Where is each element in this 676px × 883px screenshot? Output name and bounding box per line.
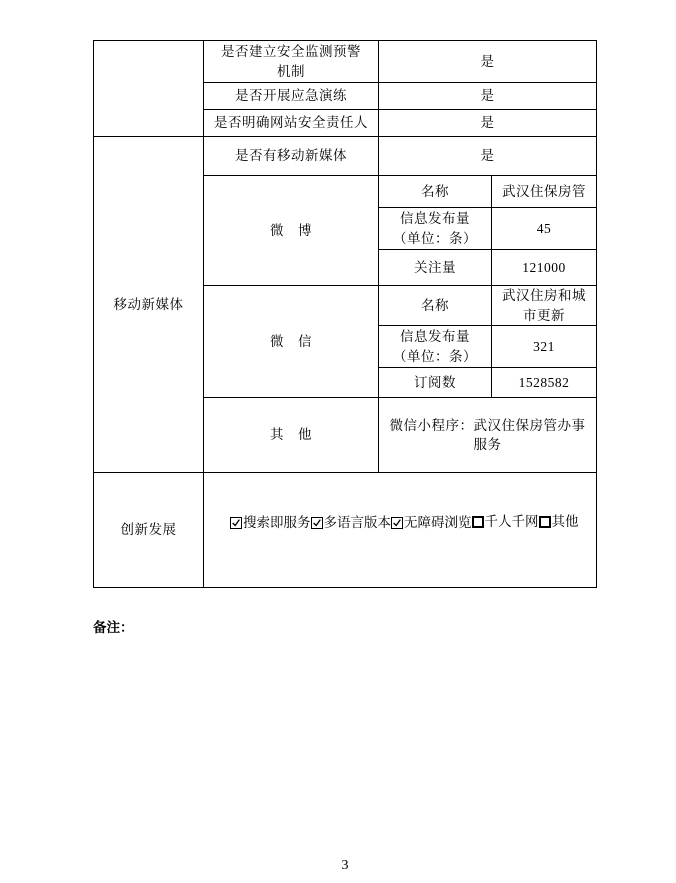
wechat-label: 微 信 [204,286,379,398]
table-row [94,137,597,176]
wechat-posts-label: 信息发布量 （单位：条） [379,326,492,368]
security-item-value: 是 [379,110,597,137]
weibo-posts-label: 信息发布量 （单位：条） [379,208,492,250]
wechat-name-value: 武汉住房和城 市更新 [492,286,597,326]
table-row [94,41,597,83]
innovation-option-label: 其他 [551,514,579,529]
checkbox-unchecked-icon [539,516,551,528]
table-row [94,473,597,588]
innovation-option [230,513,311,533]
wechat-subscribers-value: 1528582 [492,368,597,398]
weibo-name-value: 武汉住保房管 [492,176,597,208]
has-new-media-value: 是 [379,137,597,176]
innovation-option [539,512,579,532]
check-mark-icon [312,518,322,528]
category-cell-continued [94,41,204,137]
checkbox-checked-icon [230,517,242,529]
other-media-value: 微信小程序：武汉住保房管办事 服务 [379,398,597,473]
remarks-label: 备注： [93,620,134,635]
security-item-label: 是否开展应急演练 [204,83,379,110]
has-new-media-label: 是否有移动新媒体 [204,137,379,176]
innovation-options [204,473,597,588]
weibo-followers-label: 关注量 [379,250,492,286]
security-item-value: 是 [379,83,597,110]
wechat-posts-value: 321 [492,326,597,368]
check-mark-icon [231,518,241,528]
security-item-label: 是否明确网站安全责任人 [204,110,379,137]
innovation-category: 创新发展 [94,473,204,588]
innovation-option-label: 无障碍浏览 [404,515,472,530]
weibo-label: 微 博 [204,176,379,286]
innovation-option [391,513,472,533]
security-item-label: 是否建立安全监测预警 机制 [204,41,379,83]
weibo-name-label: 名称 [379,176,492,208]
innovation-option-label: 搜索即服务 [243,515,311,530]
checkbox-checked-icon [311,517,323,529]
innovation-option [311,513,392,533]
checkbox-unchecked-icon [472,516,484,528]
innovation-option-label: 千人千网 [484,514,539,529]
page-number: 3 [341,858,349,873]
security-item-value: 是 [379,41,597,83]
report-table [93,40,597,588]
wechat-name-label: 名称 [379,286,492,326]
innovation-option-label: 多语言版本 [323,515,391,530]
check-mark-icon [392,518,402,528]
weibo-posts-value: 45 [492,208,597,250]
wechat-subscribers-label: 订阅数 [379,368,492,398]
new-media-category: 移动新媒体 [94,137,204,473]
weibo-followers-value: 121000 [492,250,597,286]
other-media-label: 其 他 [204,398,379,473]
checkbox-checked-icon [391,517,403,529]
innovation-option [472,512,539,532]
